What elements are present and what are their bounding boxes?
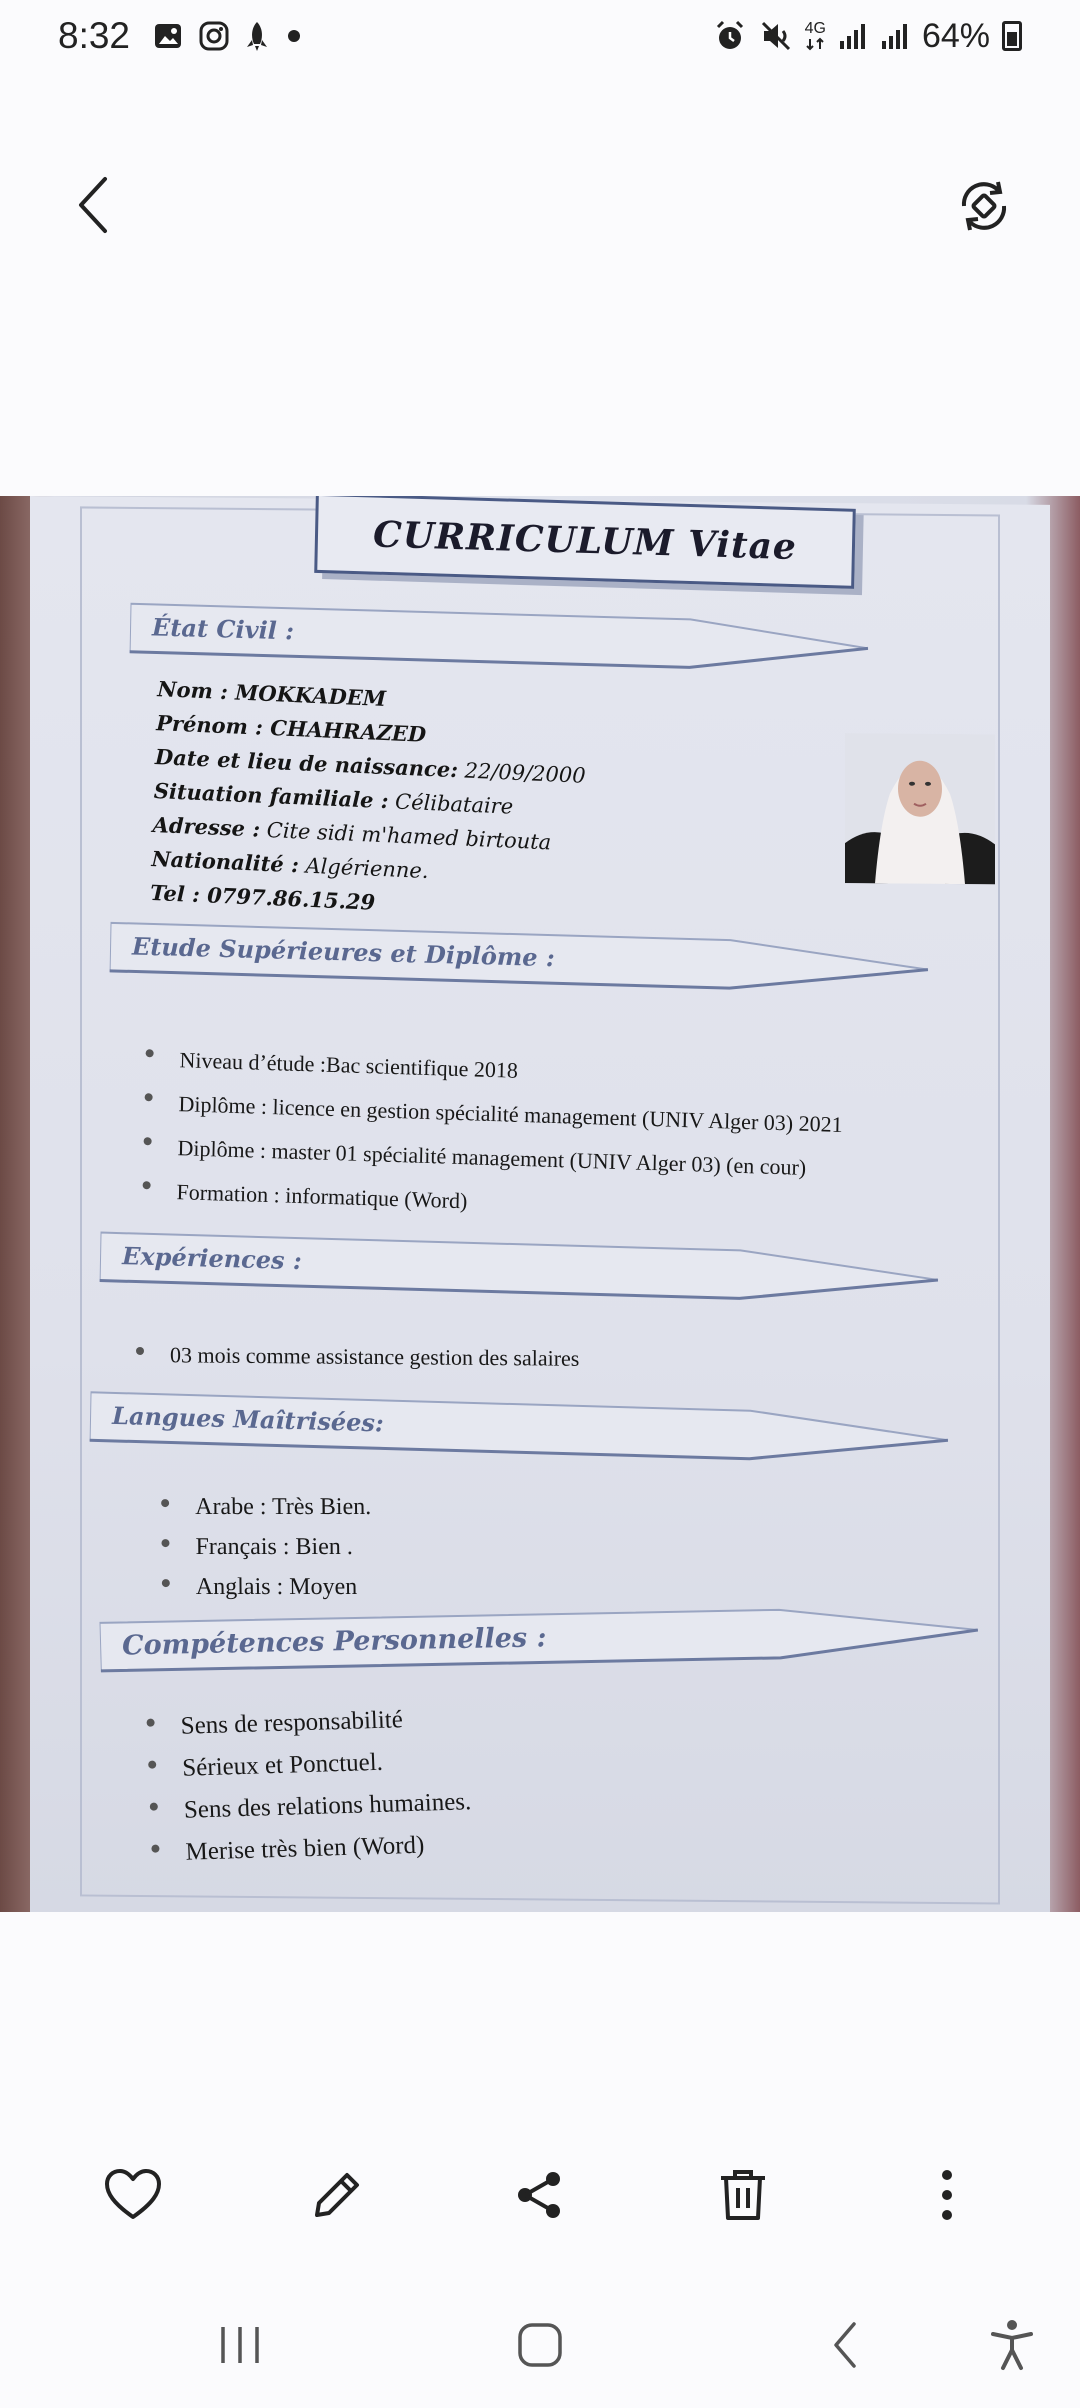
edit-button[interactable] (292, 2150, 382, 2240)
nav-back-button[interactable] (805, 2310, 885, 2380)
rocket-icon (244, 20, 270, 52)
image-icon (152, 20, 184, 52)
trash-icon (717, 2166, 769, 2224)
more-options-button[interactable] (902, 2150, 992, 2240)
chevron-left-icon (73, 175, 113, 235)
studies-list (136, 1037, 844, 1235)
status-left-icons (152, 20, 304, 52)
skills-list (140, 1697, 474, 1875)
list-item: Diplôme : licence en gestion spécialité management (UNIV Alger 03) 2021 (138, 1081, 843, 1147)
list-item: Arabe : Très Bien. (155, 1487, 371, 1527)
list-item: Diplôme : master 01 spécialité management (UNIV Alger 03) (en cour) (137, 1125, 842, 1191)
status-bar (0, 0, 1080, 72)
list-item: Formation : informatique (Word) (136, 1169, 841, 1235)
list-item: Sens de responsabilité (140, 1697, 469, 1749)
accessibility-button[interactable] (972, 2310, 1052, 2380)
back-button[interactable] (58, 170, 128, 240)
status-time: 8:32 (58, 15, 131, 56)
rotate-icon (954, 176, 1014, 236)
civil-line: Tel : 0797.86.15.29 (149, 879, 376, 915)
alarm-icon (713, 19, 747, 53)
photo-image[interactable] (0, 496, 1080, 1912)
dot-icon (284, 26, 304, 46)
list-item: Sérieux et Ponctuel. (142, 1739, 471, 1791)
home-icon (515, 2320, 565, 2370)
civil-line: Date et lieu de naissance: 22/09/2000 (154, 744, 587, 788)
list-item: Niveau d’étude :Bac scientifique 2018 (139, 1037, 844, 1103)
civil-line: Prénom : CHAHRAZED (155, 710, 427, 747)
navigation-bar (0, 2290, 1080, 2390)
civil-line: Nationalité : Algérienne. (151, 845, 429, 884)
list-item: Français : Bien . (155, 1527, 371, 1567)
instagram-icon (198, 20, 230, 52)
signal-icon (838, 21, 868, 51)
section-heading-civil: État Civil : (151, 612, 295, 646)
cv-title-box (314, 496, 856, 589)
section-heading-languages: Langues Maîtrisées: (111, 1400, 385, 1438)
list-item: Sens des relations humaines. (143, 1781, 472, 1833)
section-heading-experience: Expériences : (121, 1241, 303, 1276)
network-icon (805, 21, 826, 51)
list-item: 03 mois comme assistance gestion des salaires (130, 1335, 579, 1379)
section-heading-skills: Compétences Personnelles : (121, 1622, 547, 1662)
share-icon (511, 2167, 567, 2223)
cv-title: CURRICULUM Vitae (372, 513, 798, 569)
civil-line: Nom : MOKKADEM (156, 676, 387, 712)
favorite-button[interactable] (88, 2150, 178, 2240)
experience-list (130, 1335, 579, 1379)
section-heading-studies: Etude Supérieures et Diplôme : (131, 931, 556, 973)
status-right-icons (713, 17, 1022, 56)
home-button[interactable] (500, 2310, 580, 2380)
civil-line: Situation familiale : Célibataire (153, 778, 514, 819)
signal-icon (880, 21, 910, 51)
auto-rotate-button[interactable] (946, 168, 1022, 244)
battery-percent: 64% (921, 16, 990, 55)
heart-icon (103, 2167, 163, 2223)
list-item: Merise très bien (Word) (145, 1823, 474, 1875)
top-app-bar (0, 150, 1080, 250)
cv-paper (30, 496, 1050, 1912)
recents-icon (215, 2323, 265, 2367)
recents-button[interactable] (200, 2310, 280, 2380)
languages-list (155, 1487, 372, 1607)
pencil-icon (309, 2167, 365, 2223)
civil-line: Adresse : Cite sidi m'hamed birtouta (152, 811, 552, 855)
share-button[interactable] (494, 2150, 584, 2240)
delete-button[interactable] (698, 2150, 788, 2240)
mute-icon (759, 19, 793, 53)
list-item: Anglais : Moyen (156, 1567, 372, 1607)
profile-photo (845, 733, 995, 884)
more-vert-icon (937, 2167, 957, 2223)
back-icon (830, 2320, 860, 2370)
network-type: 4G (804, 20, 826, 37)
civil-info (150, 672, 589, 929)
battery-icon (1002, 21, 1022, 51)
accessibility-icon (989, 2318, 1035, 2372)
action-bar (0, 2150, 1080, 2240)
